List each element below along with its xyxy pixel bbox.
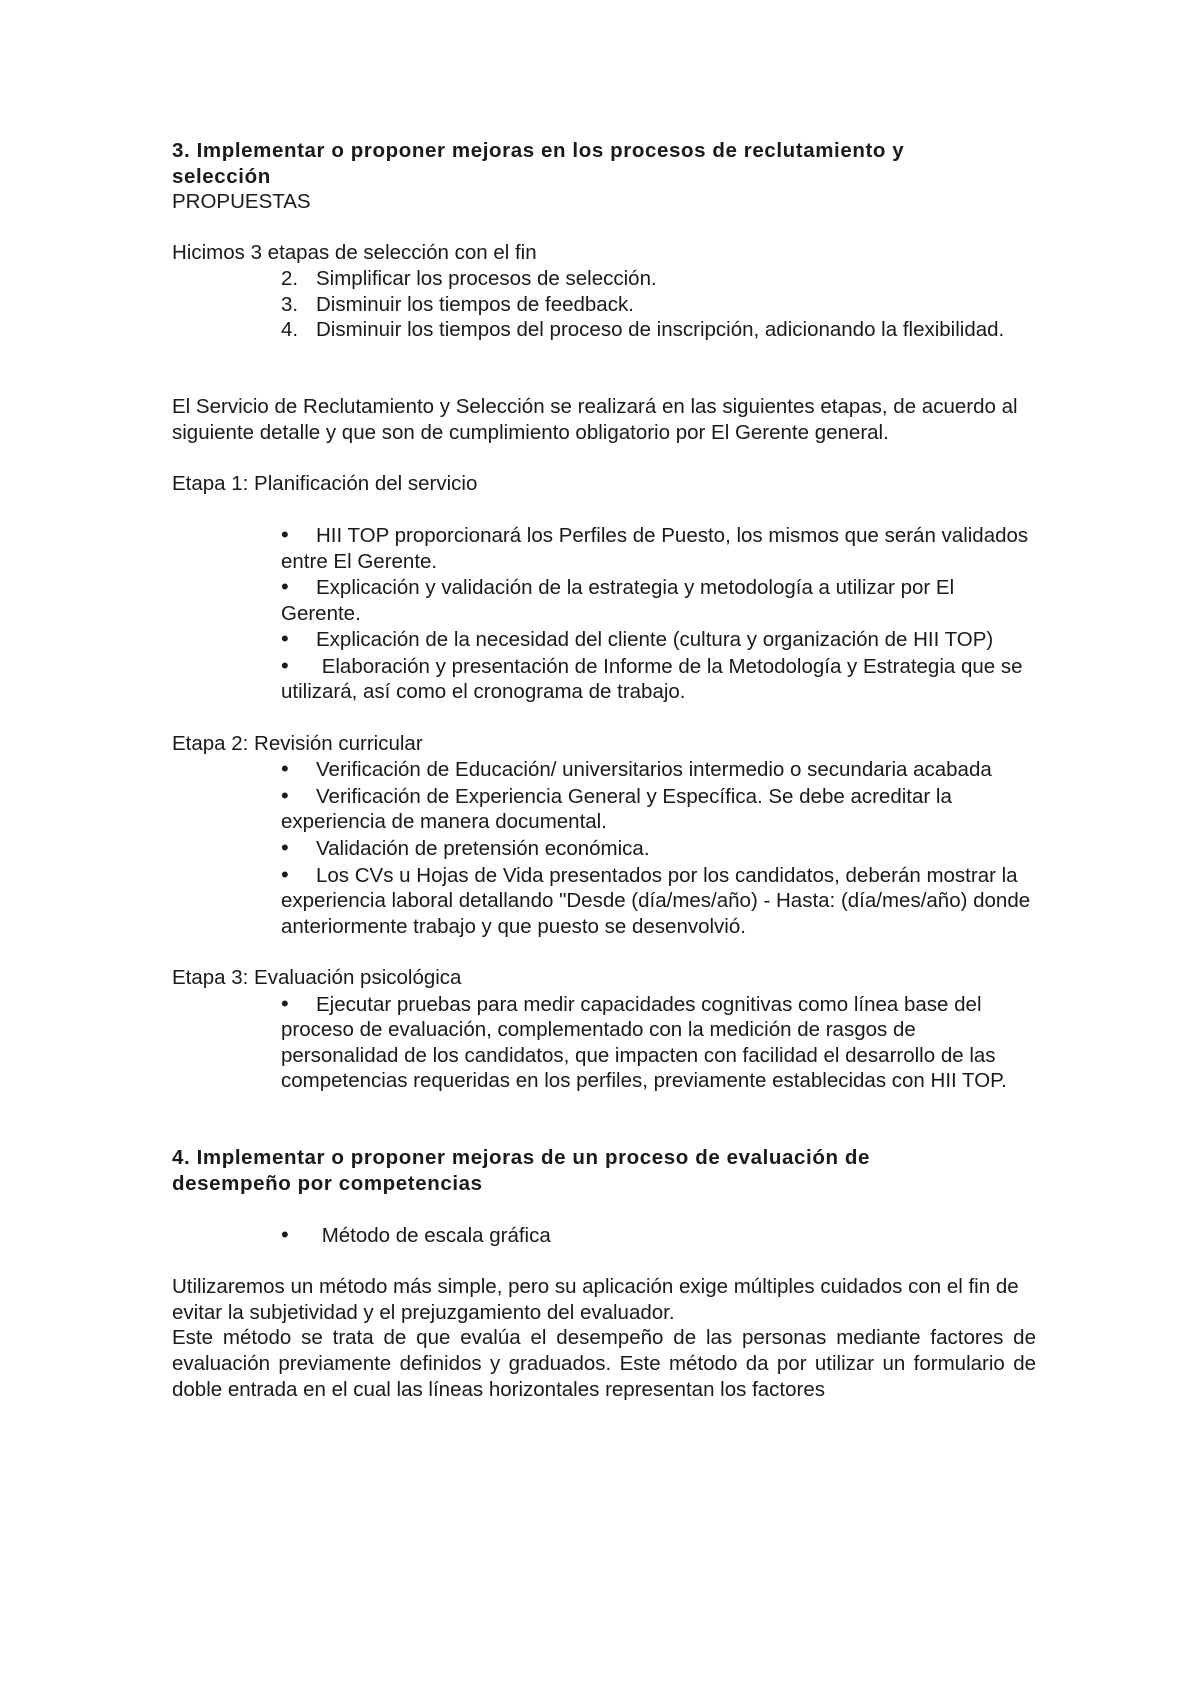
list-item [281,1222,1036,1249]
spacer [172,1196,1036,1222]
list-item-text: Verificación de Experiencia General y Específica. Se debe acreditar la experiencia de manera documental. [281,784,952,834]
list-item [281,653,1036,705]
bullet-icon [281,835,316,862]
bullet-icon [281,574,316,601]
spacer [172,445,1036,471]
bullet-icon [281,756,316,783]
list-item-text: Los CVs u Hojas de Vida presentados por los candidatos, deberán mostrar la experiencia laboral detallando "Desde (día/mes/año) - Hasta: (día/mes/año) donde anteriormente trabajo y que puesto se desenvolvió. [281,863,1031,938]
bullet-icon [281,783,316,810]
spacer [172,215,1036,241]
goal-number: 3. [281,292,299,316]
spacer [172,705,1036,731]
list-item [281,862,1036,940]
method-paragraph-2: Este método se trata de que evalúa el desempeño de las personas mediante factores de evaluación previamente definidos y graduados. Este método da por utilizar un formulario de doble entrada en el cual las líneas horizontales representan los factores [172,1326,1036,1401]
list-item-text: Validación de pretensión económica. [316,837,650,861]
intro-text: Hicimos 3 etapas de selección con el fin [172,241,537,265]
method-paragraph-1: Utilizaremos un método más simple, pero su aplicación exige múltiples cuidados con el fin de evitar la subjetividad y el prejuzgamiento del evaluador. [172,1275,1019,1324]
spacer [172,1094,1036,1145]
goal-text: Disminuir los tiempos del proceso de inscripción, adicionando la flexibilidad. [316,318,1005,342]
list-item-text: Ejecutar pruebas para medir capacidades cognitivas como línea base del proceso de evaluación, complementado con la medición de rasgos de personalidad de los candidatos, que impacten con facilidad el desarrollo de las competencias requeridas en los perfiles, previamente establecidas con HII TOP. [281,992,1007,1093]
bullet-icon [281,522,316,549]
spacer [172,939,1036,965]
stage-3-title: Etapa 3: Evaluación psicológica [172,966,462,989]
list-item-text: Método de escala gráfica [316,1223,551,1247]
list-item [281,835,1036,862]
list-item-text: Explicación de la necesidad del cliente (cultura y organización de HII TOP) [316,628,994,652]
goal-item [281,317,1036,343]
service-paragraph: El Servicio de Reclutamiento y Selección se realizará en las siguientes etapas, de acuerdo al siguiente detalle y que son de cumplimiento obligatorio por El Gerente general. [172,394,1018,444]
list-item [281,522,1036,574]
bullet-icon [281,1222,316,1249]
list-item [281,574,1036,626]
stage-2-title: Etapa 2: Revisión curricular [172,731,423,755]
goal-number: 2. [281,266,299,290]
list-item [281,626,1036,653]
goal-number: 4. [281,318,299,342]
stage-1-title: Etapa 1: Planificación del servicio [172,471,478,495]
goal-text: Simplificar los procesos de selección. [316,266,657,290]
list-item-text: Explicación y validación de la estrategia y metodología a utilizar por El Gerente. [281,576,955,625]
bullet-icon [281,653,316,680]
section-4-heading: 4. Implementar o proponer mejoras de un proceso de evaluación de desempeño por competencias [172,1146,870,1195]
bullet-icon [281,862,316,889]
spacer [172,496,1036,522]
spacer [172,343,1036,394]
list-item [281,783,1036,835]
section-3-heading: 3. Implementar o proponer mejoras en los procesos de reclutamiento y selección [172,139,905,188]
bullet-icon [281,626,316,653]
list-item-text: Verificación de Educación/ universitarios intermedio o secundaria acabada [316,758,992,782]
list-item-text: Elaboración y presentación de Informe de la Metodología y Estrategia que se utilizará, así como el cronograma de trabajo. [281,654,1023,704]
list-item-text: HII TOP proporcionará los Perfiles de Puesto, los mismos que serán validados entre El Gerente. [281,523,1029,573]
propuestas-label: PROPUESTAS [172,190,311,214]
goal-item [281,292,1036,318]
list-item [281,756,1036,783]
goal-item [281,266,1036,292]
spacer [172,1249,1036,1275]
bullet-icon [281,991,316,1018]
goal-text: Disminuir los tiempos de feedback. [316,292,634,316]
document-content [172,138,1036,1402]
list-item [281,991,1036,1094]
